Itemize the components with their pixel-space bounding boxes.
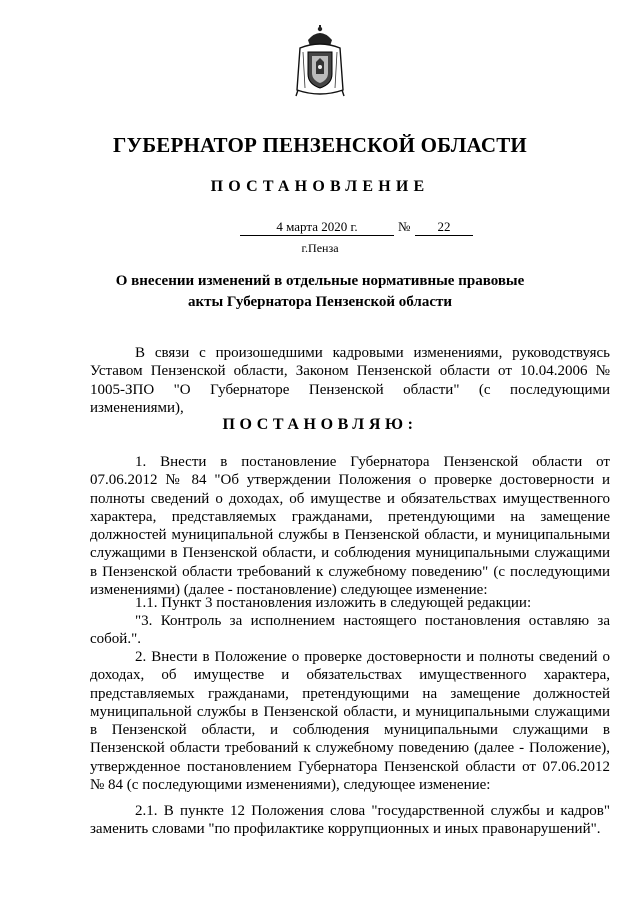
date-number-line: [0, 218, 640, 238]
item-1-paragraph: 1. Внести в постановление Губернатора Пензенской области от 07.06.2012 № 84 "Об утверждении Положения о проверке достоверности и полноты сведений о доходах, об имуществе и обязательствах имущественного характера, представляемых гражданами, претендующими на замещение должностей муниципальной службы в Пензенской области, и муниципальными служащими в Пензенской области, и соблюдения муниципальными служащими в Пензенской области требований к служебному поведению" (с последующими изменениями) (далее - постановление) следующее изменение:: [90, 454, 610, 599]
document-type: ПОСТАНОВЛЕНИЕ: [210, 178, 430, 195]
document-date: 4 марта 2020 г.: [240, 218, 394, 236]
preamble-paragraph: В связи с произошедшими кадровыми изменениями, руководствуясь Уставом Пензенской области, Законом Пензенской области от 10.04.2006 № 1005-ЗПО "О Губернаторе Пензенской области" (с последующими изменениями),: [90, 345, 610, 416]
penza-coat-of-arms-icon: [294, 24, 346, 98]
item-2-1-paragraph: 2.1. В пункте 12 Положения слова "государственной службы и кадров" заменить словами "по профилактике коррупционных и иных правонарушений".: [90, 803, 610, 838]
item-1-1-paragraph: 1.1. Пункт 3 постановления изложить в следующей редакции:: [135, 595, 532, 611]
document-number: 22: [415, 218, 473, 236]
resolve-heading: ПОСТАНОВЛЯЮ:: [222, 416, 418, 433]
number-sign: №: [398, 219, 411, 234]
item-2-paragraph: 2. Внести в Положение о проверке достоверности и полноты сведений о доходах, об имуществе и обязательствах имущественного характера, представляемых гражданами, претендующими на замещение должностей муниципальной службы в Пензенской области, и муниципальными служащими в Пензенской области, и соблюдения муниципальными служащими в Пензенской области требований к служебному поведению (далее - Положение), утвержденное постановлением Губернатора Пензенской области от 07.06.2012 № 84 (с последующими изменениями), следующее изменение:: [90, 649, 610, 794]
document-subject: [0, 271, 640, 313]
subject-line-1: О внесении изменений в отдельные нормативные правовые: [115, 273, 525, 289]
item-1-1-quote: "3. Контроль за исполнением настоящего постановления оставляю за собой.".: [90, 613, 610, 648]
city: г.Пенза: [301, 241, 339, 255]
governor-title: ГУБЕРНАТОР ПЕНЗЕНСКОЙ ОБЛАСТИ: [113, 133, 527, 157]
subject-line-2: акты Губернатора Пензенской области: [187, 294, 453, 310]
